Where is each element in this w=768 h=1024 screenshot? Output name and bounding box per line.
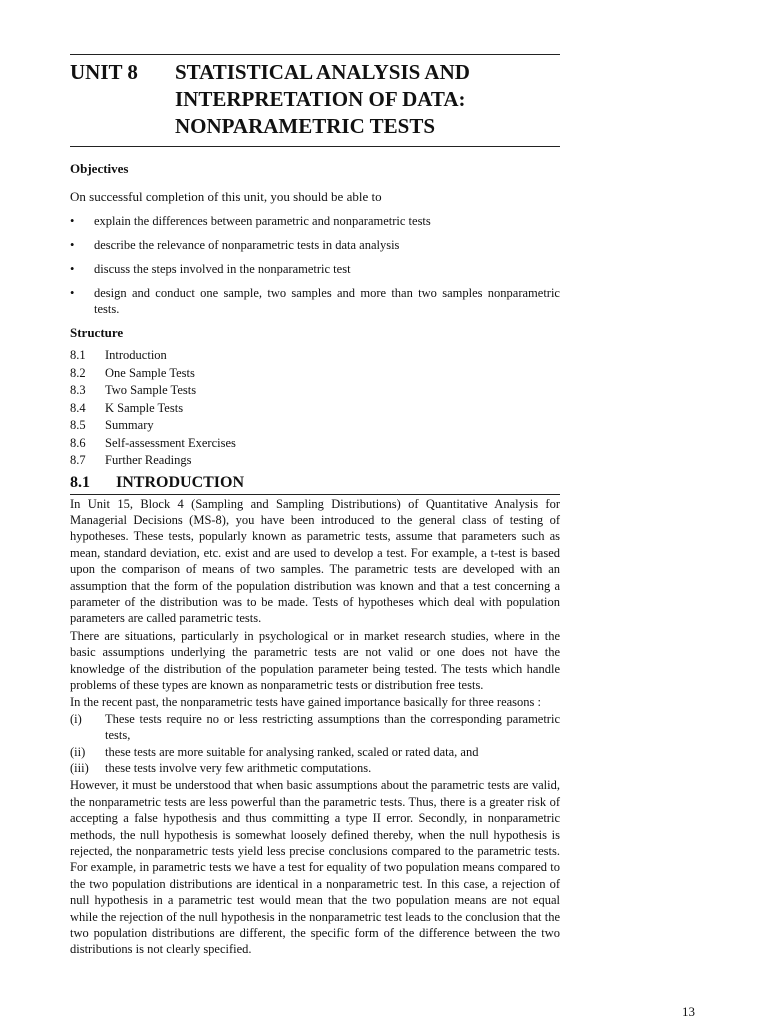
header-rule [70, 146, 560, 147]
unit-title-line: INTERPRETATION OF DATA: [175, 87, 466, 111]
structure-list [70, 347, 560, 470]
section-number: 8.1 [70, 473, 90, 491]
paragraph: However, it must be understood that when basic assumptions about the parametric tests are valid, the nonparametric tests are less powerful than the parametric tests. Thus, there is a greater risk of accepting a false hypothesis and thus committing a type II error. Secondly, in nonparametric methods, the null hypothesis is somewhat loosely defined thereby, when the null hypothesis is rejected, the nonparametric tests yield less precise conclusions compared to the parametric tests. For example, in parametric tests we have a test for equality of two population means compared to the two population distributions are identical in a nonparametric test. In this case, a rejection of null hypothesis in a parametric test would mean that the two population means are not equal while the rejection of the null hypothesis in the nonparametric test leads to the conclusion that the two population distributions are different, the specific form of the difference between the two distributions is not clearly specified. [70, 778, 560, 957]
reason-item: (ii) these tests are more suitable for analysing ranked, scaled or rated data, and [70, 744, 479, 759]
objective-item: • design and conduct one sample, two samples and more than two samples nonparametric tests. [70, 286, 560, 316]
structure-item: 8.7 Further Readings [70, 453, 192, 467]
bullet-icon: • [70, 286, 75, 300]
structure-heading: Structure [70, 325, 124, 340]
section-title: INTRODUCTION [116, 473, 245, 491]
unit-title [175, 59, 470, 140]
objective-item: • explain the differences between parametric and nonparametric tests [70, 214, 431, 228]
unit-header [70, 59, 560, 140]
top-rule [70, 54, 560, 55]
section-heading [70, 474, 560, 492]
page-content [70, 54, 560, 958]
unit-number: UNIT 8 [70, 60, 138, 84]
objective-item: • describe the relevance of nonparametric tests in data analysis [70, 238, 400, 252]
structure-item: 8.3 Two Sample Tests [70, 383, 197, 397]
structure-item: 8.6 Self-assessment Exercises [70, 435, 236, 450]
structure-item: 8.1 Introduction [70, 348, 167, 362]
structure-item: 8.5 Summary [70, 418, 154, 432]
reasons-list [70, 711, 560, 777]
reason-item: (i) These tests require no or less restricting assumptions than the corresponding parametric tests, [70, 711, 560, 743]
page-number: 13 [682, 1004, 695, 1019]
objectives-intro: On successful completion of this unit, you should be able to [70, 189, 382, 204]
section-rule [70, 494, 560, 495]
bullet-icon: • [70, 238, 75, 252]
objectives-list [70, 213, 560, 317]
reason-item: (iii) these tests involve very few arithmetic computations. [70, 761, 372, 775]
structure-item: 8.4 K Sample Tests [70, 400, 184, 415]
unit-title-line: NONPARAMETRIC TESTS [175, 114, 436, 138]
paragraph: In Unit 15, Block 4 (Sampling and Sampling Distributions) of Quantitative Analysis for Managerial Decisions (MS-8), you have been introduced to the general class of testing of hypotheses. These tests, popularly known as parametric tests, assume that parameters such as mean, standard deviation, etc. exist and are used to develop a test. For example, a t-test is based upon the comparison of means of two samples. The parametric tests are developed with an assumption that the form of the population distribution was known and that a test concerning a parameter of the distribution was to be made. Tests of hypotheses which deal with population parameters are called parametric tests. [70, 496, 560, 626]
unit-title-line: STATISTICAL ANALYSIS AND [175, 60, 470, 84]
bullet-icon: • [70, 214, 75, 228]
paragraph: There are situations, particularly in psychological or in market research studies, where in the basic assumptions underlying the parametric tests are not valid or one does not have the knowledge of the distribution of the population parameter being tested. The tests which handle problems of these types are known as nonparametric tests or distribution free tests. [70, 628, 560, 692]
bullet-icon: • [70, 262, 75, 276]
objective-item: • discuss the steps involved in the nonparametric test [70, 262, 351, 276]
structure-item: 8.2 One Sample Tests [70, 365, 195, 380]
objectives-heading: Objectives [70, 161, 129, 176]
paragraph: In the recent past, the nonparametric tests have gained importance basically for three reasons : [70, 695, 541, 710]
